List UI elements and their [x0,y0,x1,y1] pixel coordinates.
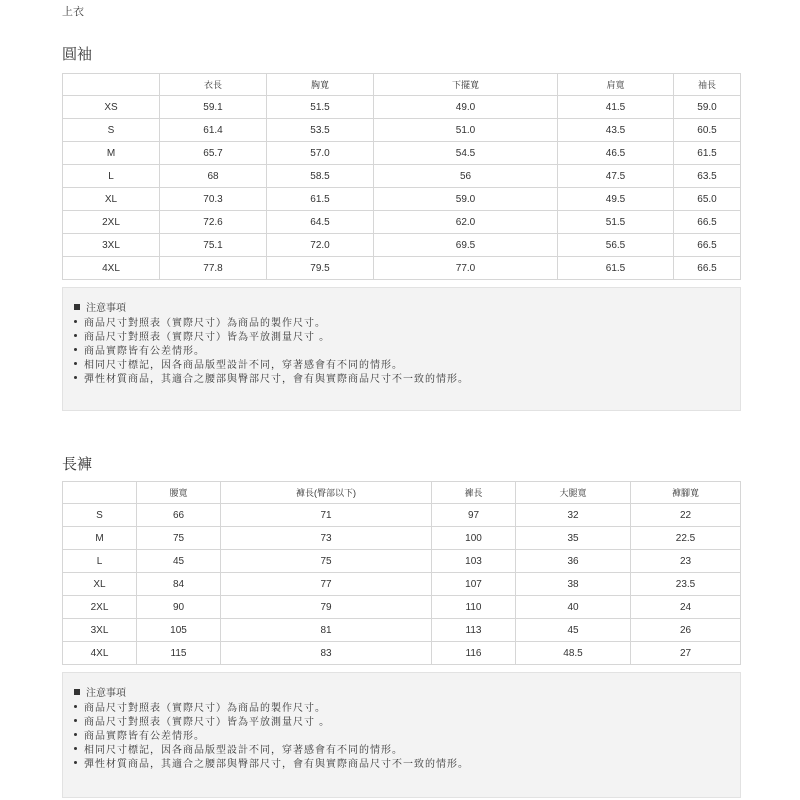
bullet-dot-icon [74,348,77,351]
table-cell: 32 [516,504,631,527]
list-item: 商品實際皆有公差情形。 [74,345,740,359]
size-label-cell: 2XL [63,211,160,234]
notes-list [74,317,740,387]
size-label-cell: 3XL [63,619,137,642]
table-row [63,642,741,665]
table-row [63,211,741,234]
table-cell: 77 [221,573,432,596]
size-table [62,481,741,665]
size-label-cell: 4XL [63,257,160,280]
table-cell: 84 [137,573,221,596]
notes-box-tops [62,287,741,411]
table-cell: 51.0 [374,119,558,142]
table-row [63,96,741,119]
table-cell: 72.0 [267,234,374,257]
size-label-cell: S [63,504,137,527]
table-cell: 97 [432,504,516,527]
table-cell: 65.0 [674,188,741,211]
table-cell: 23 [631,550,741,573]
bullet-dot-icon [74,376,77,379]
list-item: 商品尺寸對照表（實際尺寸）為商品的製作尺寸。 [74,702,740,716]
header-cell: 肩寬 [558,74,674,96]
table-cell: 71 [221,504,432,527]
table-row [63,596,741,619]
table-row [63,619,741,642]
table-header-row [63,74,741,96]
size-label-cell: 2XL [63,596,137,619]
table-cell: 66 [137,504,221,527]
table-row [63,119,741,142]
table-cell: 48.5 [516,642,631,665]
table-cell: 77.8 [160,257,267,280]
table-cell: 59.0 [374,188,558,211]
table-row [63,527,741,550]
size-label-cell: L [63,550,137,573]
table-cell: 115 [137,642,221,665]
table-cell: 23.5 [631,573,741,596]
table-cell: 45 [137,550,221,573]
table-cell: 57.0 [267,142,374,165]
size-table-pants [62,481,741,665]
table-cell: 83 [221,642,432,665]
table-row [63,165,741,188]
bullet-dot-icon [74,320,77,323]
table-cell: 65.7 [160,142,267,165]
table-row [63,234,741,257]
table-cell: 66.5 [674,211,741,234]
table-cell: 61.5 [267,188,374,211]
table-cell: 49.5 [558,188,674,211]
list-item: 彈性材質商品，其適合之腰部與臀部尺寸，會有與實際商品尺寸不一致的情形。 [74,373,740,387]
table-cell: 73 [221,527,432,550]
notes-list [74,702,740,772]
list-item: 商品尺寸對照表（實際尺寸）皆為平放測量尺寸 。 [74,716,740,730]
table-cell: 103 [432,550,516,573]
table-cell: 79 [221,596,432,619]
size-label-cell: S [63,119,160,142]
table-header-row [63,482,741,504]
table-cell: 75 [137,527,221,550]
size-table [62,73,741,280]
bullet-dot-icon [74,334,77,337]
table-cell: 68 [160,165,267,188]
table-cell: 51.5 [267,96,374,119]
table-cell: 51.5 [558,211,674,234]
table-cell: 113 [432,619,516,642]
table-cell: 64.5 [267,211,374,234]
header-cell: 胸寬 [267,74,374,96]
table-cell: 70.3 [160,188,267,211]
square-bullet-icon [74,689,80,695]
table-cell: 107 [432,573,516,596]
table-cell: 100 [432,527,516,550]
table-row [63,142,741,165]
table-cell: 63.5 [674,165,741,188]
table-cell: 56.5 [558,234,674,257]
header-cell: 腰寬 [137,482,221,504]
table-cell: 41.5 [558,96,674,119]
header-cell: 袖長 [674,74,741,96]
table-cell: 40 [516,596,631,619]
table-cell: 26 [631,619,741,642]
table-cell: 105 [137,619,221,642]
table-cell: 49.0 [374,96,558,119]
size-label-cell: XL [63,188,160,211]
list-item: 彈性材質商品，其適合之腰部與臀部尺寸，會有與實際商品尺寸不一致的情形。 [74,758,740,772]
top-label: 上衣 [62,5,84,18]
table-cell: 75 [221,550,432,573]
table-cell: 72.6 [160,211,267,234]
table-cell: 81 [221,619,432,642]
bullet-dot-icon [74,733,77,736]
table-cell: 27 [631,642,741,665]
table-row [63,550,741,573]
table-cell: 53.5 [267,119,374,142]
size-label-cell: 3XL [63,234,160,257]
size-label-cell: XS [63,96,160,119]
table-cell: 47.5 [558,165,674,188]
table-cell: 59.0 [674,96,741,119]
section-title-pants: 長褲 [62,455,93,473]
list-item: 商品尺寸對照表（實際尺寸）為商品的製作尺寸。 [74,317,740,331]
table-cell: 56 [374,165,558,188]
table-cell: 46.5 [558,142,674,165]
table-cell: 61.5 [558,257,674,280]
table-cell: 36 [516,550,631,573]
header-cell: 大腿寬 [516,482,631,504]
table-cell: 62.0 [374,211,558,234]
table-cell: 110 [432,596,516,619]
table-cell: 58.5 [267,165,374,188]
notes-heading: 注意事項 [74,302,740,316]
header-cell [63,74,160,96]
size-table-tops [62,73,741,280]
header-cell: 衣長 [160,74,267,96]
table-cell: 61.5 [674,142,741,165]
table-cell: 54.5 [374,142,558,165]
size-label-cell: 4XL [63,642,137,665]
table-cell: 66.5 [674,257,741,280]
bullet-dot-icon [74,747,77,750]
table-cell: 116 [432,642,516,665]
notes-heading: 注意事項 [74,687,740,701]
square-bullet-icon [74,304,80,310]
bullet-dot-icon [74,761,77,764]
table-cell: 79.5 [267,257,374,280]
list-item: 商品實際皆有公差情形。 [74,730,740,744]
header-cell: 褲長 [432,482,516,504]
bullet-dot-icon [74,362,77,365]
table-cell: 22 [631,504,741,527]
size-label-cell: XL [63,573,137,596]
table-cell: 43.5 [558,119,674,142]
table-cell: 69.5 [374,234,558,257]
table-cell: 22.5 [631,527,741,550]
table-cell: 66.5 [674,234,741,257]
size-label-cell: M [63,142,160,165]
table-row [63,573,741,596]
table-cell: 45 [516,619,631,642]
table-row [63,504,741,527]
header-cell: 褲腳寬 [631,482,741,504]
table-row [63,257,741,280]
header-cell [63,482,137,504]
size-label-cell: L [63,165,160,188]
list-item: 相同尺寸標記，因各商品版型設計不同，穿著感會有不同的情形。 [74,744,740,758]
table-cell: 90 [137,596,221,619]
table-cell: 38 [516,573,631,596]
table-row [63,188,741,211]
size-label-cell: M [63,527,137,550]
table-cell: 75.1 [160,234,267,257]
header-cell: 下擺寬 [374,74,558,96]
table-cell: 59.1 [160,96,267,119]
table-cell: 77.0 [374,257,558,280]
table-cell: 61.4 [160,119,267,142]
table-cell: 24 [631,596,741,619]
list-item: 商品尺寸對照表（實際尺寸）皆為平放測量尺寸 。 [74,331,740,345]
bullet-dot-icon [74,705,77,708]
header-cell: 褲長(臀部以下) [221,482,432,504]
bullet-dot-icon [74,719,77,722]
table-cell: 35 [516,527,631,550]
list-item: 相同尺寸標記，因各商品版型設計不同，穿著感會有不同的情形。 [74,359,740,373]
table-cell: 60.5 [674,119,741,142]
section-title-round-sleeve: 圓袖 [62,45,93,63]
notes-box-pants [62,672,741,798]
